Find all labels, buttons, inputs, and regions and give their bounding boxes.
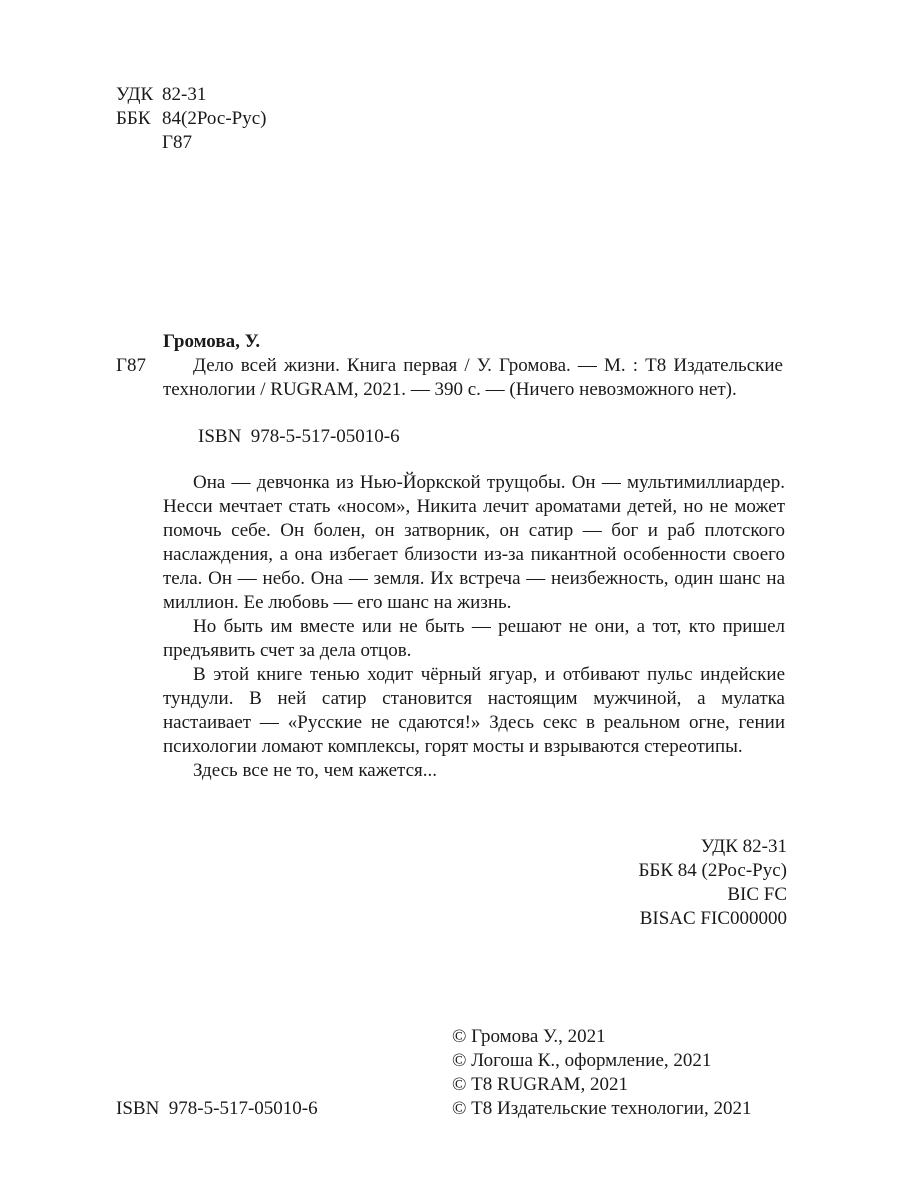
bbk-right: ББК 84 (2Рос-Рус) bbox=[638, 860, 787, 881]
bisac-right: BISAC FIC000000 bbox=[639, 908, 787, 929]
annotation-paragraph-1: Она — девчонка из Нью-Йоркской трущобы. Он — мультимиллиардер. Несси мечтает стать «носом», Никита лечит ароматами детей, но не может помочь себе. Он болен, он затворник, он сатир — бог и раб плотского наслаждения, а она избегает близости из-за пикантной особенности своего тела. Он — небо. Она — земля. Их встреча — неизбежность, один шанс на миллион. Ее любовь — его шанс на жизнь. bbox=[163, 472, 785, 613]
annotation-paragraph-3: В этой книге тенью ходит чёрный ягуар, и отбивают пульс индейские тундули. В ней сатир становится настоящим мужчиной, а мулатка настаивает — «Русские не сдаются!» Здесь секс в реальном огне, гении психологии ломают комплексы, горят мосты и взрываются стереотипы. bbox=[163, 664, 785, 757]
author-mark-top: Г87 bbox=[162, 132, 192, 153]
annotation-paragraph-4: Здесь все не то, чем кажется... bbox=[193, 760, 437, 781]
author-mark-card: Г87 bbox=[116, 355, 146, 376]
udk-row bbox=[116, 83, 266, 107]
author-heading: Громова, У. bbox=[163, 331, 261, 352]
copyright-line-3: © Т8 RUGRAM, 2021 bbox=[452, 1074, 628, 1095]
classification-right bbox=[487, 835, 787, 931]
copyright-line-4: © Т8 Издательские технологии, 2021 bbox=[452, 1098, 752, 1119]
udk-code: УДК bbox=[116, 84, 154, 105]
description-line-1: Дело всей жизни. Книга первая / У. Громова. — М. : Т8 Издательские bbox=[193, 355, 783, 376]
description-line-2: технологии / RUGRAM, 2021. — 390 с. — (Ничего невозможного нет). bbox=[163, 379, 737, 400]
udk-right: УДК 82-31 bbox=[700, 836, 787, 857]
bbk-code: ББК bbox=[116, 108, 151, 129]
bic-right: BIC FC bbox=[727, 884, 787, 905]
bbk-value: 84(2Рос-Рус) bbox=[162, 108, 267, 129]
annotation bbox=[163, 471, 785, 783]
isbn-bottom: ISBN 978-5-517-05010-6 bbox=[116, 1098, 318, 1119]
bbk-row bbox=[116, 107, 266, 131]
udk-value: 82-31 bbox=[162, 84, 207, 105]
copyright-block bbox=[452, 1025, 751, 1121]
author-mark-row bbox=[116, 131, 266, 155]
classification-top bbox=[116, 83, 266, 155]
isbn-card: ISBN 978-5-517-05010-6 bbox=[198, 426, 400, 447]
copyright-line-2: © Логоша К., оформление, 2021 bbox=[452, 1050, 712, 1071]
annotation-paragraph-2: Но быть им вместе или не быть — решают не они, а тот, кто пришел предъявить счет за дела отцов. bbox=[163, 616, 785, 661]
bibliographic-description bbox=[163, 354, 783, 402]
copyright-line-1: © Громова У., 2021 bbox=[452, 1026, 606, 1047]
